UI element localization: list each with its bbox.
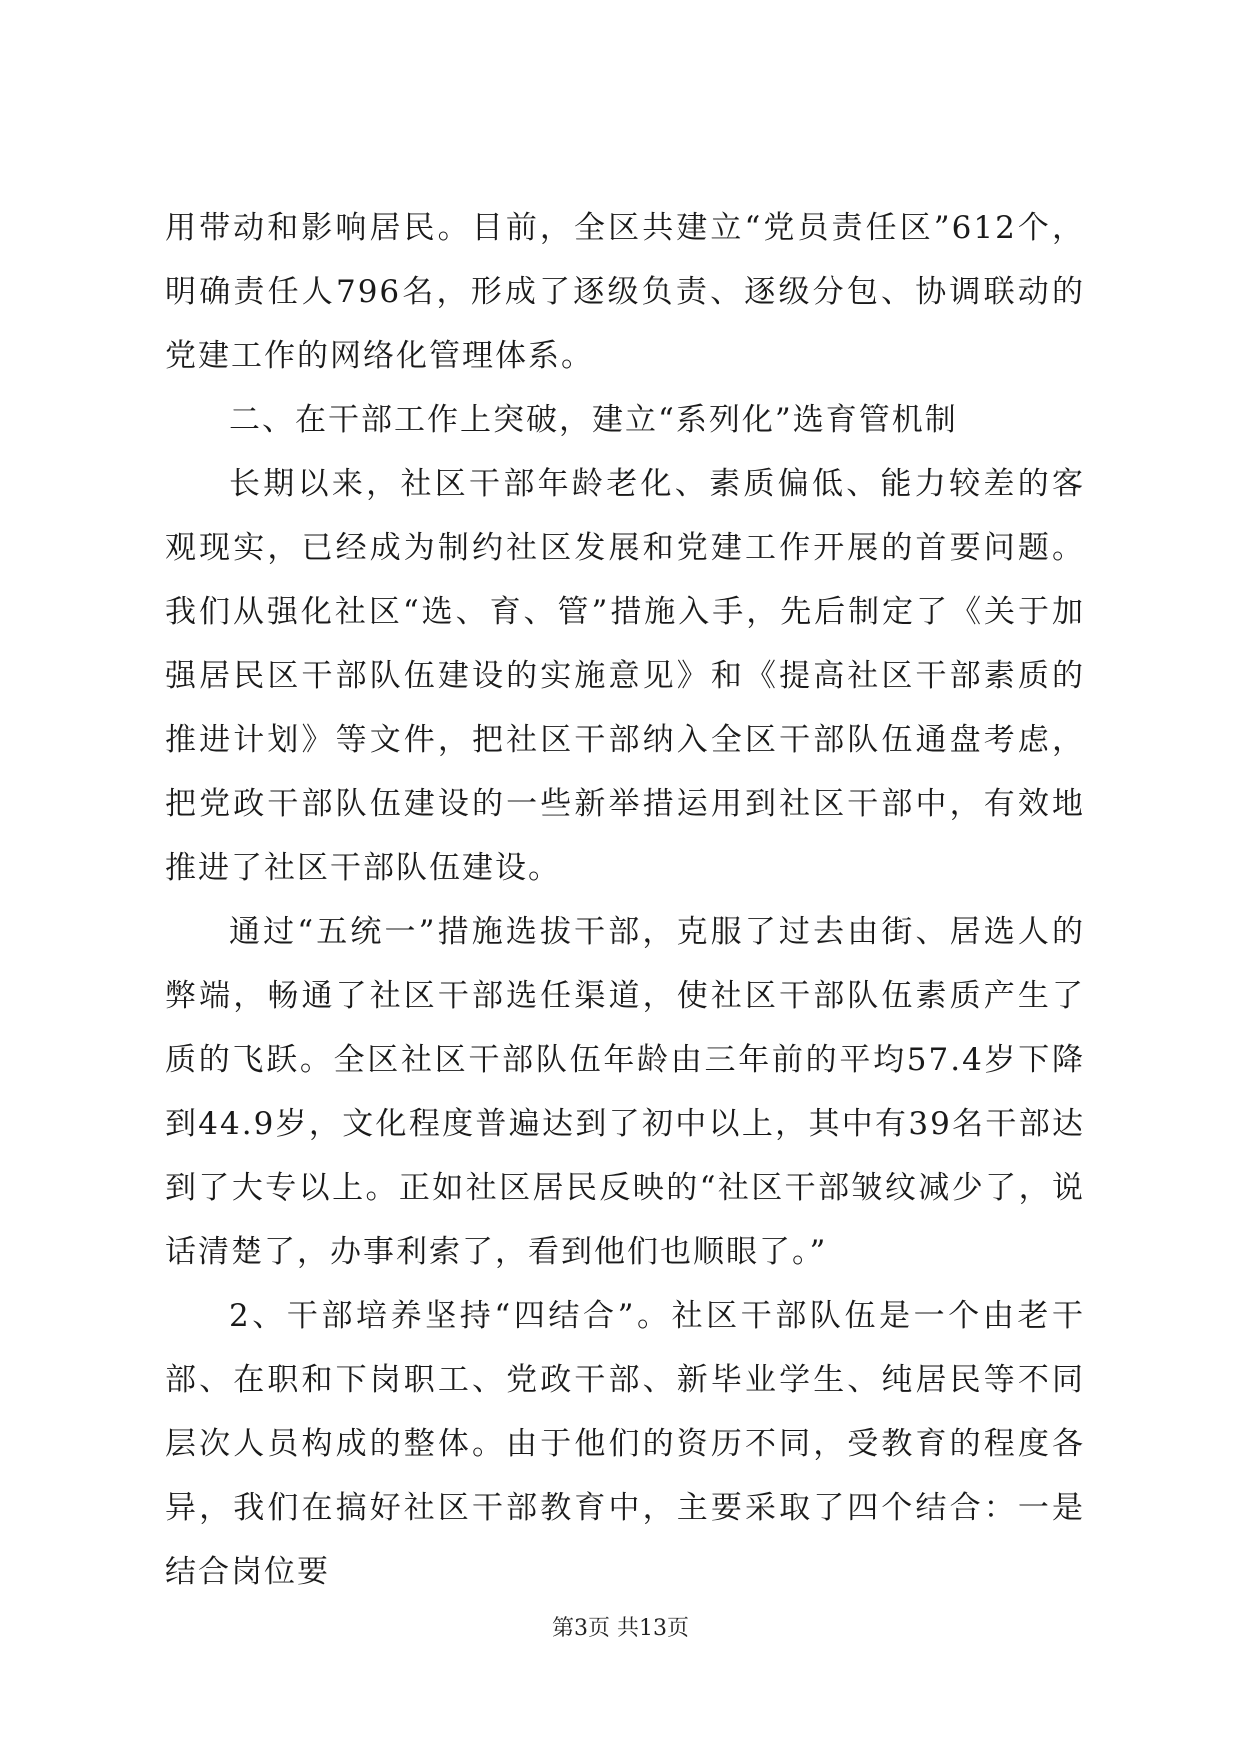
paragraph-2: 长期以来，社区干部年龄老化、素质偏低、能力较差的客观现实，已经成为制约社区发展和党建工作开展的首要问题。我们从强化社区“选、育、管”措施入手，先后制定了《关于加强居民区干部队伍建设的实施意见》和《提高社区干部素质的推进计划》等文件，把社区干部纳入全区干部队伍通盘考虑，把党政干部队伍建设的一些新举措运用到社区干部中，有效地推进了社区干部队伍建设。 [165,466,1085,886]
paragraph-1: 用带动和影响居民。目前，全区共建立“党员责任区”612个，明确责任人796名，形成了逐级负责、逐级分包、协调联动的党建工作的网络化管理体系。 [165,210,1085,374]
paragraph-3: 通过“五统一”措施选拔干部，克服了过去由街、居选人的弊端，畅通了社区干部选任渠道，使社区干部队伍素质产生了质的飞跃。全区社区干部队伍年龄由三年前的平均57.4岁下降到44.9岁，文化程度普遍达到了初中以上，其中有39名干部达到了大专以上。正如社区居民反映的“社区干部皱纹减少了，说话清楚了，办事利索了，看到他们也顺眼了。” [165,914,1085,1270]
section-heading: 二、在干部工作上突破，建立“系列化”选育管机制 [229,402,958,438]
document-body [165,196,1085,1604]
page-number: 第3页 共13页 [552,1616,689,1641]
paragraph-4: 2、干部培养坚持“四结合”。社区干部队伍是一个由老干部、在职和下岗职工、党政干部、新毕业学生、纯居民等不同层次人员构成的整体。由于他们的资历不同，受教育的程度各异，我们在搞好社区干部教育中，主要采取了四个结合：一是结合岗位要 [165,1298,1085,1590]
